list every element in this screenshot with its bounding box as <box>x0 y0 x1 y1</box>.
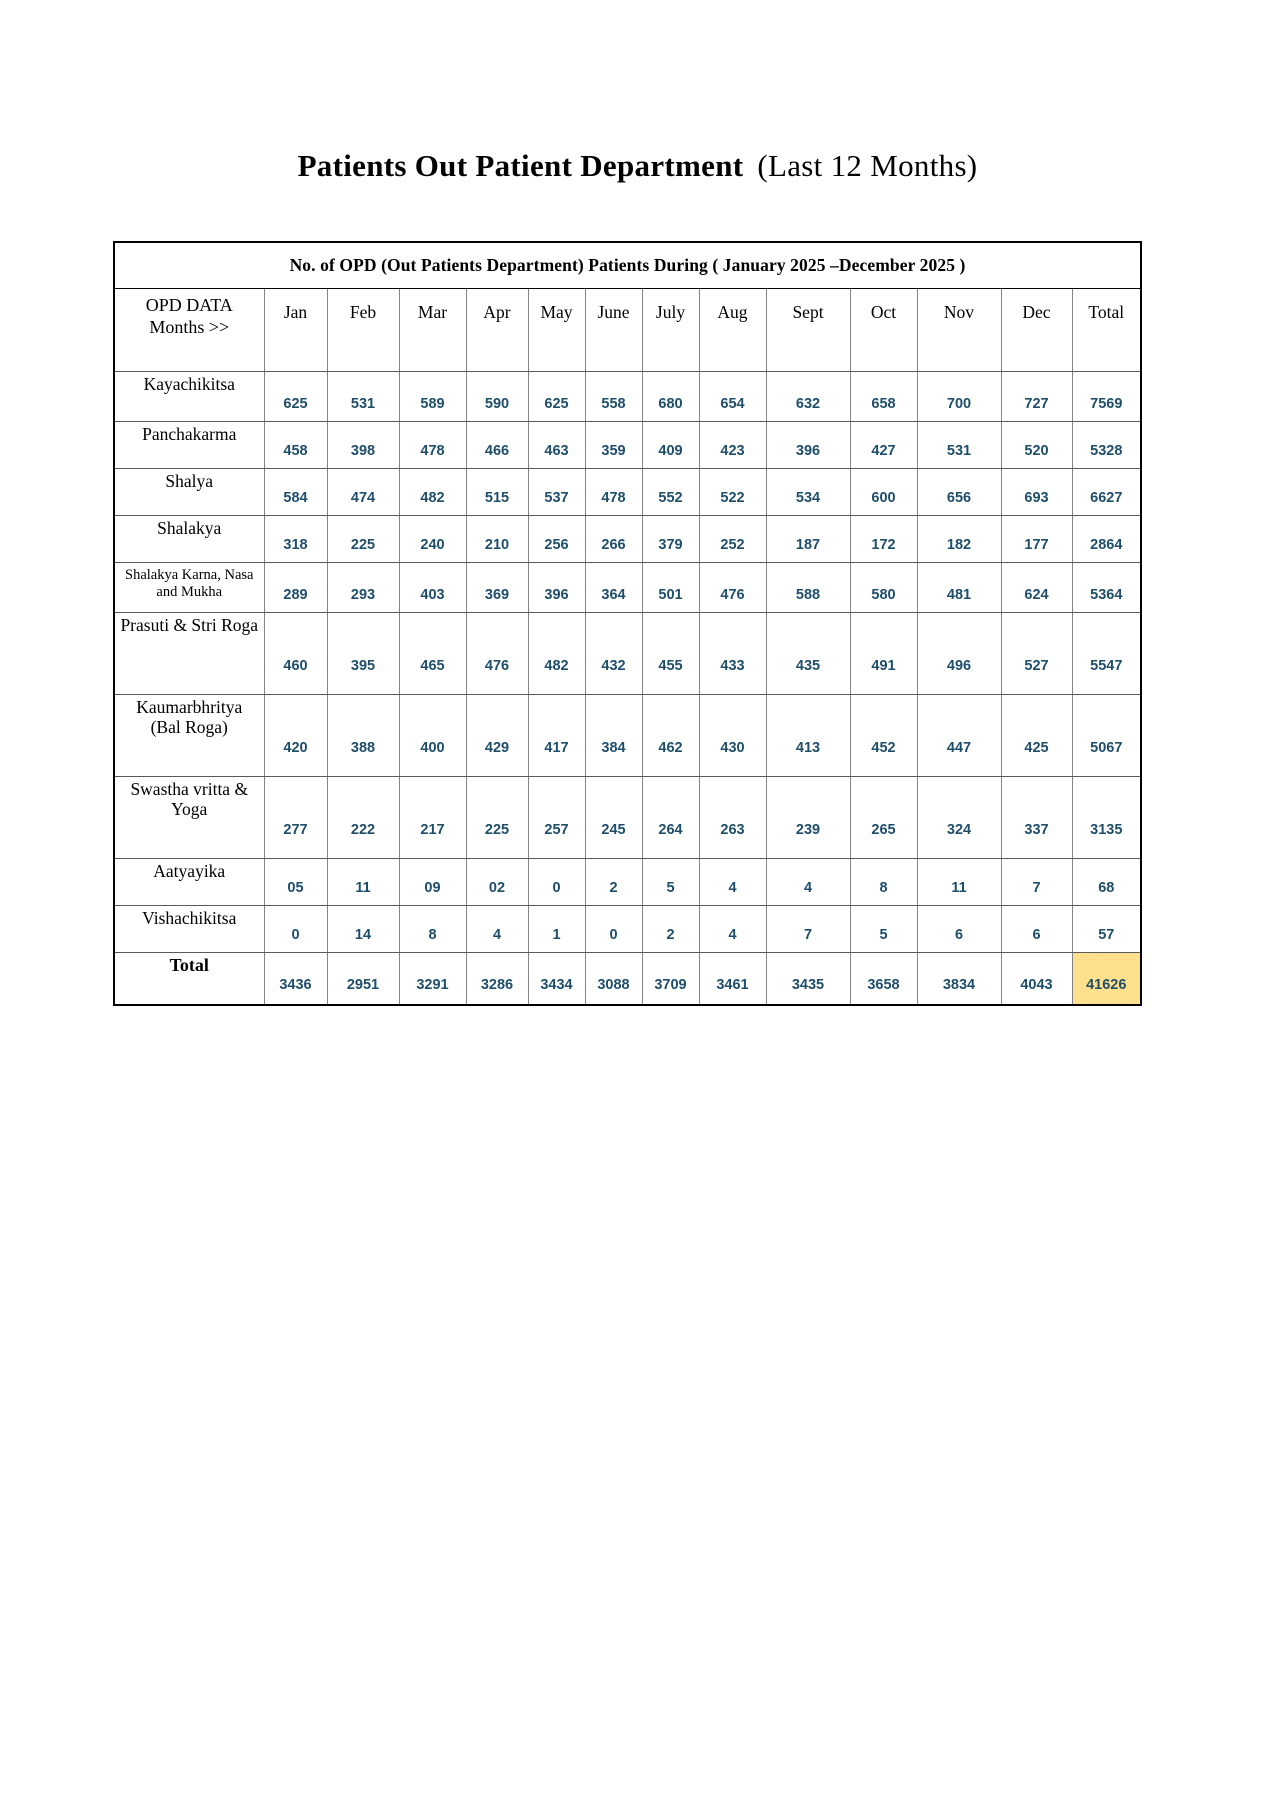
cell-value: 11 <box>327 858 399 905</box>
cell-value: 6627 <box>1072 468 1141 515</box>
cell-value: 263 <box>699 776 766 858</box>
opd-table-body <box>114 371 1141 1005</box>
cell-value: 257 <box>528 776 585 858</box>
cell-value: 11 <box>917 858 1001 905</box>
page-title-suffix: (Last 12 Months) <box>757 148 978 183</box>
cell-value: 501 <box>642 562 699 612</box>
cell-value: 240 <box>399 515 466 562</box>
cell-value: 3436 <box>264 952 327 1005</box>
table-row <box>114 562 1141 612</box>
cell-value: 4 <box>699 905 766 952</box>
cell-value: 225 <box>466 776 528 858</box>
cell-value: 3286 <box>466 952 528 1005</box>
cell-value: 515 <box>466 468 528 515</box>
cell-value: 482 <box>528 612 585 694</box>
cell-value: 429 <box>466 694 528 776</box>
cell-value: 3434 <box>528 952 585 1005</box>
cell-value: 222 <box>327 776 399 858</box>
cell-value: 447 <box>917 694 1001 776</box>
table-row <box>114 858 1141 905</box>
cell-value: 481 <box>917 562 1001 612</box>
cell-value: 403 <box>399 562 466 612</box>
cell-value: 466 <box>466 421 528 468</box>
cell-value: 474 <box>327 468 399 515</box>
cell-value: 57 <box>1072 905 1141 952</box>
cell-value: 318 <box>264 515 327 562</box>
row-label: Kaumarbhritya (Bal Roga) <box>114 694 264 776</box>
cell-value: 7 <box>766 905 850 952</box>
cell-value: 3435 <box>766 952 850 1005</box>
cell-value: 558 <box>585 371 642 421</box>
corner-header <box>114 288 264 371</box>
cell-value: 252 <box>699 515 766 562</box>
cell-value: 580 <box>850 562 917 612</box>
cell-value: 217 <box>399 776 466 858</box>
cell-value: 293 <box>327 562 399 612</box>
cell-value: 460 <box>264 612 327 694</box>
cell-value: 693 <box>1001 468 1072 515</box>
cell-value: 388 <box>327 694 399 776</box>
cell-value: 4 <box>699 858 766 905</box>
cell-value: 5 <box>642 858 699 905</box>
cell-value: 4043 <box>1001 952 1072 1005</box>
cell-value: 584 <box>264 468 327 515</box>
cell-value: 435 <box>766 612 850 694</box>
cell-value: 496 <box>917 612 1001 694</box>
cell-value: 182 <box>917 515 1001 562</box>
cell-value: 420 <box>264 694 327 776</box>
cell-value: 588 <box>766 562 850 612</box>
cell-value: 632 <box>766 371 850 421</box>
cell-value: 5364 <box>1072 562 1141 612</box>
cell-value: 417 <box>528 694 585 776</box>
cell-value: 455 <box>642 612 699 694</box>
cell-value: 531 <box>327 371 399 421</box>
row-label: Kayachikitsa <box>114 371 264 421</box>
cell-value: 432 <box>585 612 642 694</box>
cell-value: 41626 <box>1072 952 1141 1005</box>
cell-value: 396 <box>766 421 850 468</box>
cell-value: 2 <box>642 905 699 952</box>
cell-value: 590 <box>466 371 528 421</box>
corner-header-line1: OPD DATA <box>145 294 233 315</box>
cell-value: 680 <box>642 371 699 421</box>
cell-value: 463 <box>528 421 585 468</box>
cell-value: 600 <box>850 468 917 515</box>
column-header-total: Total <box>1072 288 1141 371</box>
cell-value: 225 <box>327 515 399 562</box>
cell-value: 4 <box>766 858 850 905</box>
cell-value: 478 <box>585 468 642 515</box>
cell-value: 552 <box>642 468 699 515</box>
cell-value: 656 <box>917 468 1001 515</box>
column-header-june: June <box>585 288 642 371</box>
row-label: Vishachikitsa <box>114 905 264 952</box>
column-header-mar: Mar <box>399 288 466 371</box>
cell-value: 427 <box>850 421 917 468</box>
column-header-aug: Aug <box>699 288 766 371</box>
column-header-jan: Jan <box>264 288 327 371</box>
table-row <box>114 515 1141 562</box>
cell-value: 266 <box>585 515 642 562</box>
page-title <box>0 148 1275 184</box>
cell-value: 187 <box>766 515 850 562</box>
cell-value: 6 <box>1001 905 1072 952</box>
cell-value: 534 <box>766 468 850 515</box>
table-row <box>114 612 1141 694</box>
cell-value: 6 <box>917 905 1001 952</box>
cell-value: 700 <box>917 371 1001 421</box>
cell-value: 359 <box>585 421 642 468</box>
cell-value: 727 <box>1001 371 1072 421</box>
cell-value: 0 <box>528 858 585 905</box>
cell-value: 465 <box>399 612 466 694</box>
table-caption: No. of OPD (Out Patients Department) Patients During ( January 2025 –December 2025 ) <box>114 242 1141 288</box>
row-label: Swastha vritta & Yoga <box>114 776 264 858</box>
cell-value: 476 <box>466 612 528 694</box>
cell-value: 409 <box>642 421 699 468</box>
row-label: Panchakarma <box>114 421 264 468</box>
table-row <box>114 694 1141 776</box>
cell-value: 265 <box>850 776 917 858</box>
table-caption-row <box>114 242 1141 288</box>
cell-value: 0 <box>585 905 642 952</box>
column-header-nov: Nov <box>917 288 1001 371</box>
cell-value: 3834 <box>917 952 1001 1005</box>
column-header-sept: Sept <box>766 288 850 371</box>
table-row-total <box>114 952 1141 1005</box>
row-label: Aatyayika <box>114 858 264 905</box>
cell-value: 09 <box>399 858 466 905</box>
cell-value: 3088 <box>585 952 642 1005</box>
cell-value: 7 <box>1001 858 1072 905</box>
cell-value: 02 <box>466 858 528 905</box>
row-label: Prasuti & Stri Roga <box>114 612 264 694</box>
cell-value: 476 <box>699 562 766 612</box>
cell-value: 3461 <box>699 952 766 1005</box>
table-header-row <box>114 288 1141 371</box>
cell-value: 398 <box>327 421 399 468</box>
cell-value: 3709 <box>642 952 699 1005</box>
cell-value: 5067 <box>1072 694 1141 776</box>
cell-value: 256 <box>528 515 585 562</box>
cell-value: 369 <box>466 562 528 612</box>
document-page <box>0 148 1275 1006</box>
cell-value: 395 <box>327 612 399 694</box>
opd-table <box>113 241 1142 1006</box>
cell-value: 324 <box>917 776 1001 858</box>
cell-value: 478 <box>399 421 466 468</box>
cell-value: 277 <box>264 776 327 858</box>
cell-value: 527 <box>1001 612 1072 694</box>
cell-value: 452 <box>850 694 917 776</box>
cell-value: 423 <box>699 421 766 468</box>
cell-value: 520 <box>1001 421 1072 468</box>
row-label: Shalakya <box>114 515 264 562</box>
cell-value: 379 <box>642 515 699 562</box>
cell-value: 589 <box>399 371 466 421</box>
table-row <box>114 468 1141 515</box>
cell-value: 625 <box>264 371 327 421</box>
cell-value: 8 <box>850 858 917 905</box>
cell-value: 3291 <box>399 952 466 1005</box>
cell-value: 482 <box>399 468 466 515</box>
cell-value: 531 <box>917 421 1001 468</box>
row-label: Shalakya Karna, Nasa and Mukha <box>114 562 264 612</box>
cell-value: 3135 <box>1072 776 1141 858</box>
cell-value: 433 <box>699 612 766 694</box>
cell-value: 210 <box>466 515 528 562</box>
cell-value: 289 <box>264 562 327 612</box>
cell-value: 384 <box>585 694 642 776</box>
cell-value: 537 <box>528 468 585 515</box>
cell-value: 1 <box>528 905 585 952</box>
cell-value: 491 <box>850 612 917 694</box>
cell-value: 5328 <box>1072 421 1141 468</box>
cell-value: 624 <box>1001 562 1072 612</box>
cell-value: 05 <box>264 858 327 905</box>
cell-value: 14 <box>327 905 399 952</box>
cell-value: 8 <box>399 905 466 952</box>
cell-value: 68 <box>1072 858 1141 905</box>
cell-value: 396 <box>528 562 585 612</box>
cell-value: 7569 <box>1072 371 1141 421</box>
column-header-may: May <box>528 288 585 371</box>
cell-value: 4 <box>466 905 528 952</box>
column-header-july: July <box>642 288 699 371</box>
row-label: Shalya <box>114 468 264 515</box>
cell-value: 245 <box>585 776 642 858</box>
cell-value: 337 <box>1001 776 1072 858</box>
cell-value: 5 <box>850 905 917 952</box>
row-label: Total <box>114 952 264 1005</box>
table-row <box>114 776 1141 858</box>
cell-value: 658 <box>850 371 917 421</box>
cell-value: 654 <box>699 371 766 421</box>
cell-value: 2 <box>585 858 642 905</box>
cell-value: 177 <box>1001 515 1072 562</box>
cell-value: 239 <box>766 776 850 858</box>
page-title-main: Patients Out Patient Department <box>297 148 744 183</box>
cell-value: 2864 <box>1072 515 1141 562</box>
column-header-feb: Feb <box>327 288 399 371</box>
column-header-dec: Dec <box>1001 288 1072 371</box>
cell-value: 0 <box>264 905 327 952</box>
column-header-oct: Oct <box>850 288 917 371</box>
cell-value: 522 <box>699 468 766 515</box>
table-row <box>114 421 1141 468</box>
cell-value: 364 <box>585 562 642 612</box>
corner-header-line2: Months >> <box>149 317 230 337</box>
table-row <box>114 371 1141 421</box>
cell-value: 425 <box>1001 694 1072 776</box>
cell-value: 413 <box>766 694 850 776</box>
cell-value: 625 <box>528 371 585 421</box>
cell-value: 172 <box>850 515 917 562</box>
cell-value: 264 <box>642 776 699 858</box>
cell-value: 2951 <box>327 952 399 1005</box>
cell-value: 3658 <box>850 952 917 1005</box>
cell-value: 458 <box>264 421 327 468</box>
cell-value: 400 <box>399 694 466 776</box>
table-row <box>114 905 1141 952</box>
cell-value: 462 <box>642 694 699 776</box>
cell-value: 5547 <box>1072 612 1141 694</box>
cell-value: 430 <box>699 694 766 776</box>
column-header-apr: Apr <box>466 288 528 371</box>
